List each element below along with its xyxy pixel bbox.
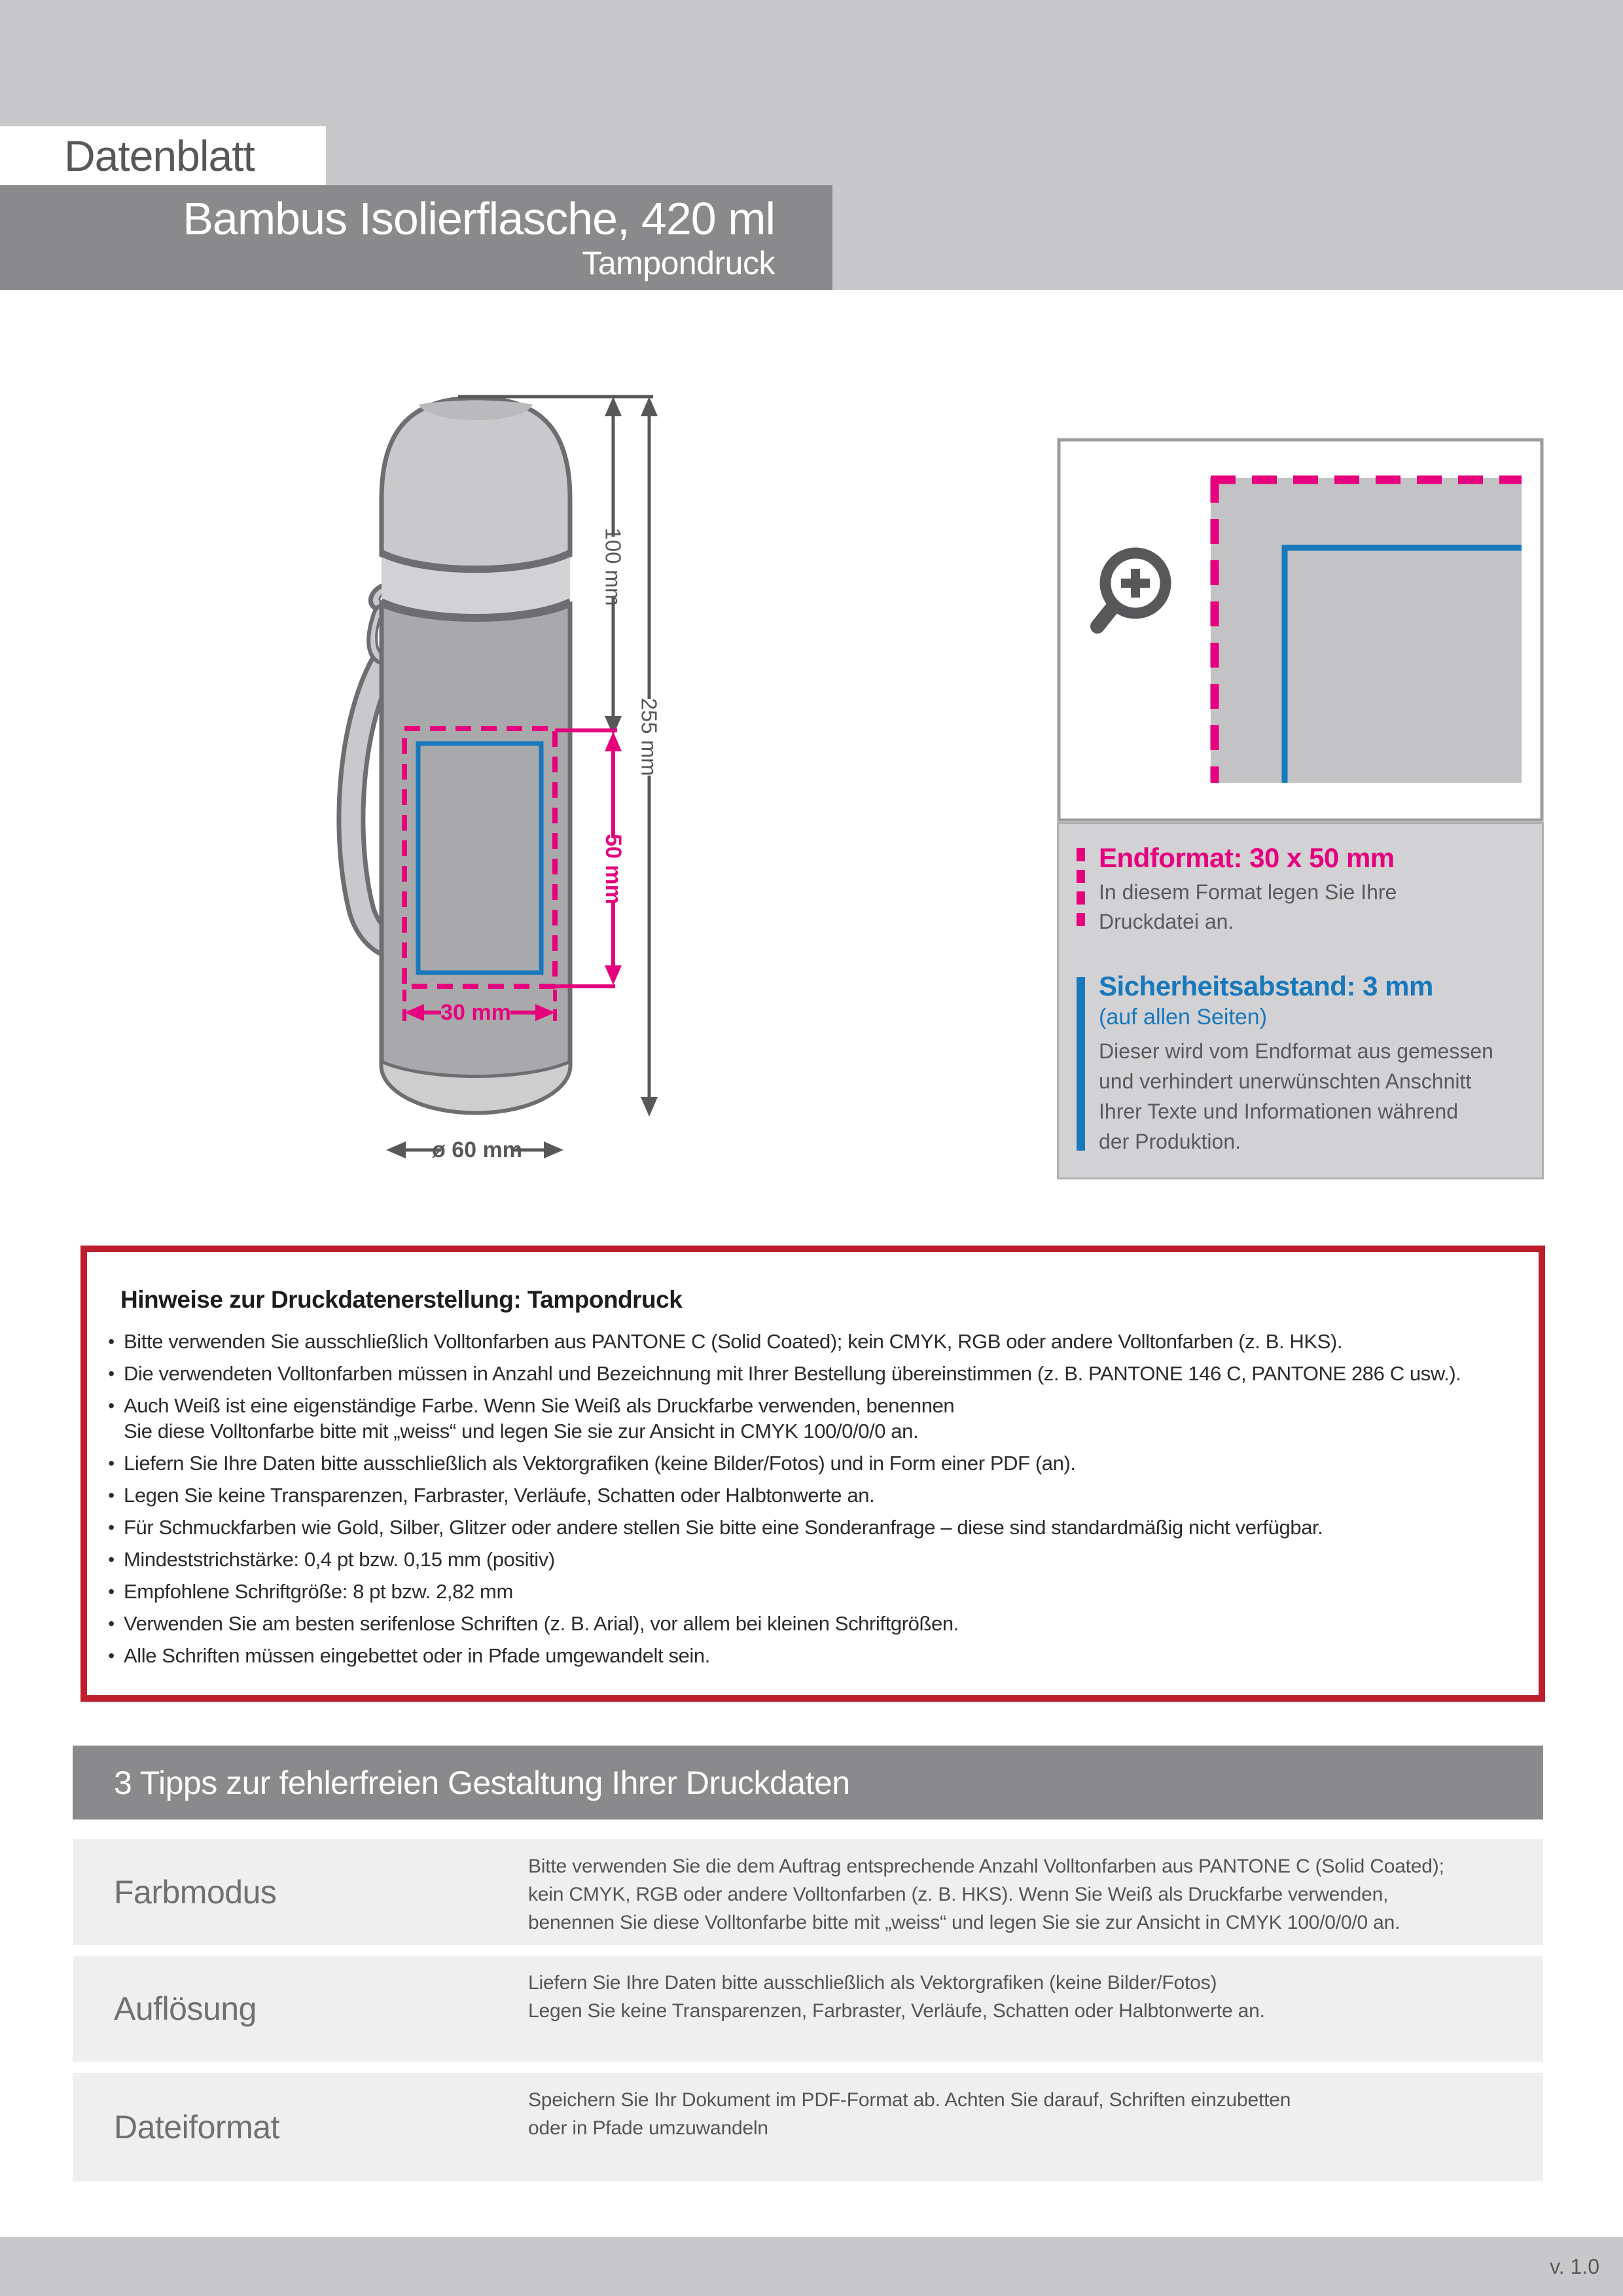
safety-description <box>1099 1036 1493 1157</box>
dim-label-cap-height: 100 mm <box>601 528 626 606</box>
zoom-detail-box <box>1057 438 1544 822</box>
tip-description: Speichern Sie Ihr Dokument im PDF-Format ab. Achten Sie darauf, Schriften einzubetten oder in Pfade umzuwandeln <box>528 2089 1291 2139</box>
tip-row-aufloesung <box>73 1956 1543 2062</box>
zoomed-print-area <box>1211 478 1522 783</box>
tips-header-band <box>73 1746 1543 1820</box>
format-info-panel <box>1057 822 1544 1179</box>
hints-title: Hinweise zur Druckdatenerstellung: Tampondruck <box>120 1286 683 1313</box>
dim-label-print-height: 50 mm <box>601 834 626 905</box>
safety-line: und verhindert unerwünschten Anschnitt <box>1099 1069 1472 1093</box>
tip-label: Dateiformat <box>114 2109 279 2145</box>
hint-item: • Verwenden Sie am besten serifenlose Schriften (z. B. Arial), vor allem bei kleinen Schriftgrößen. <box>99 1607 1512 1640</box>
bullet-icon: • <box>108 1395 115 1416</box>
hint-item: • Bitte verwenden Sie ausschließlich Volltonfarben aus PANTONE C (Solid Coated); kein CMYK, RGB oder andere Volltonfarben (z. B. HKS). <box>99 1325 1512 1357</box>
title-band <box>0 185 832 290</box>
version-label: v. 1.0 <box>1550 2254 1599 2278</box>
endformat-description <box>1099 878 1397 937</box>
tip-row-dateiformat <box>73 2073 1543 2181</box>
bullet-icon: • <box>108 1331 115 1352</box>
bullet-icon: • <box>108 1581 115 1602</box>
bullet-icon: • <box>108 1549 115 1570</box>
hint-item: • Liefern Sie Ihre Daten bitte ausschließlich als Vektorgrafiken (keine Bilder/Fotos) und in Form einer PDF (an). <box>99 1447 1512 1479</box>
safety-bar-marker <box>1077 977 1085 1151</box>
safety-subtitle: (auf allen Seiten) <box>1099 1005 1268 1030</box>
tip-label: Auflösung <box>114 1990 257 2027</box>
bottle-cap <box>382 398 570 617</box>
safety-title: Sicherheitsabstand: 3 mm <box>1099 971 1433 1001</box>
safety-line: der Produktion. <box>1099 1130 1241 1153</box>
print-data-hints-box <box>80 1246 1545 1702</box>
tip-description: Liefern Sie Ihre Daten bitte ausschließlich als Vektorgrafiken (keine Bilder/Fotos) Legen Sie keine Transparenzen, Farbraster, Verläufe, Schatten oder Halbtonwerte an. <box>528 1972 1265 2022</box>
hint-item: • Legen Sie keine Transparenzen, Farbraster, Verläufe, Schatten oder Halbtonwerte an. <box>99 1479 1512 1511</box>
endformat-line: Druckdatei an. <box>1099 910 1234 933</box>
bullet-icon: • <box>108 1645 115 1666</box>
dim-label-diameter: ø 60 mm <box>432 1138 522 1162</box>
bullet-icon: • <box>108 1363 115 1384</box>
print-method-subtitle: Tampondruck <box>582 245 775 281</box>
tip-row-farbmodus <box>73 1839 1543 1945</box>
bullet-icon: • <box>108 1517 115 1537</box>
hint-item: • Alle Schriften müssen eingebettet oder in Pfade umgewandelt sein. <box>99 1640 1512 1672</box>
hint-item-continuation: Sie diese Volltonfarbe bitte mit „weiss“ und legen Sie sie zur Ansicht in CMYK 100/0/0/0 an. <box>124 1420 919 1443</box>
bullet-icon: • <box>108 1613 115 1634</box>
hint-item: • Auch Weiß ist eine eigenständige Farbe. Wenn Sie Weiß als Druckfarbe verwenden, benennen <box>99 1390 1512 1422</box>
hints-list <box>99 1325 1512 1672</box>
safety-line: Ihrer Texte und Informationen während <box>1099 1100 1459 1123</box>
hint-item: • Mindeststrichstärke: 0,4 pt bzw. 0,15 mm (positiv) <box>99 1543 1512 1575</box>
bottle-diagram <box>288 367 707 1198</box>
doc-label-box <box>0 126 326 185</box>
endformat-line: In diesem Format legen Sie Ihre <box>1099 880 1397 904</box>
bullet-icon: • <box>108 1485 115 1505</box>
safety-line: Dieser wird vom Endformat aus gemessen <box>1099 1039 1493 1063</box>
page-title: Bambus Isolierflasche, 420 ml <box>183 193 775 244</box>
bullet-icon: • <box>108 1453 115 1473</box>
endformat-title: Endformat: 30 x 50 mm <box>1099 842 1395 873</box>
hint-item: • Die verwendeten Volltonfarben müssen in Anzahl und Bezeichnung mit Ihrer Bestellung übereinstimmen (z. B. PANTONE 146 C, PANTONE 286 C usw.). <box>99 1357 1512 1390</box>
tips-title: 3 Tipps zur fehlerfreien Gestaltung Ihrer Druckdaten <box>114 1764 850 1801</box>
footer-band <box>0 2237 1623 2296</box>
dim-label-total-height: 255 mm <box>637 698 662 776</box>
endformat-dash-marker <box>1077 848 1085 932</box>
doc-label: Datenblatt <box>64 132 255 180</box>
dim-label-print-width: 30 mm <box>440 1000 511 1025</box>
tip-description: Bitte verwenden Sie die dem Auftrag entsprechende Anzahl Volltonfarben aus PANTONE C (Solid Coated); kein CMYK, RGB oder andere Volltonfarben (z. B. HKS). Wenn Sie Weiß als Druckfarbe verwenden, benennen Sie diese Volltonfarbe bitte mit „weiss“ und legen Sie sie zur Ansicht in CMYK 100/0/0/0 an. <box>528 1856 1444 1933</box>
hint-item: • Empfohlene Schriftgröße: 8 pt bzw. 2,82 mm <box>99 1575 1512 1607</box>
tip-label: Farbmodus <box>114 1874 277 1910</box>
hint-item: • Für Schmuckfarben wie Gold, Silber, Glitzer oder andere stellen Sie bitte eine Sonderanfrage – diese sind standardmäßig nicht verfügbar. <box>99 1511 1512 1543</box>
